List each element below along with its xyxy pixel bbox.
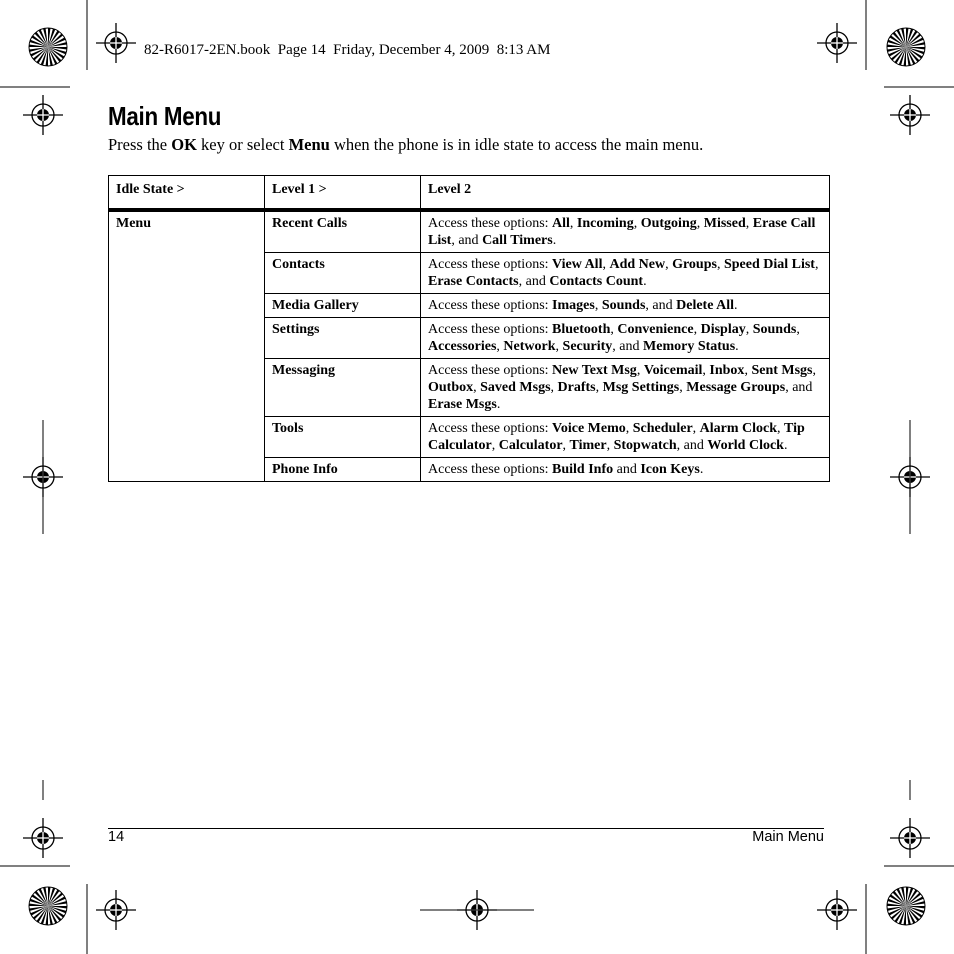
option-name: Sounds [752, 322, 797, 337]
level-2-cell [421, 359, 830, 417]
option-name: Timer [569, 438, 607, 453]
option-separator: , [625, 421, 633, 436]
option-name: Outgoing [640, 216, 697, 231]
option-separator: , [562, 438, 570, 453]
table-row [109, 210, 830, 253]
option-name: Erase Contacts [428, 274, 519, 289]
option-name: Sounds [601, 298, 646, 313]
options-prefix: Access these options: [428, 257, 553, 272]
option-name: Convenience [617, 322, 694, 337]
option-name: Memory Status [643, 339, 736, 354]
level-2-cell [421, 417, 830, 458]
option-name: Speed Dial List [723, 257, 815, 272]
option-name: All [552, 216, 570, 231]
star-target-mark [887, 887, 925, 925]
option-name: Groups [672, 257, 717, 272]
option-name: Missed [703, 216, 746, 231]
option-name: Sent Msgs [751, 363, 813, 378]
option-name: Call Timers [482, 233, 553, 248]
option-name: Add New [609, 257, 666, 272]
option-name: Incoming [576, 216, 634, 231]
option-separator: . [783, 438, 788, 453]
options-prefix: Access these options: [428, 322, 553, 337]
option-name: New Text Msg [552, 363, 637, 378]
option-name: Delete All [676, 298, 735, 313]
option-separator: , [610, 322, 618, 337]
option-separator: . [643, 274, 647, 289]
option-name: Voicemail [643, 363, 703, 378]
registration-mark [817, 23, 857, 63]
options-prefix: Access these options: [428, 363, 553, 378]
option-separator: , [692, 421, 700, 436]
option-name: Erase Msgs [428, 397, 497, 412]
option-separator: , [595, 380, 603, 395]
header-idle-state: Idle State > [109, 176, 265, 211]
option-separator: , [696, 216, 704, 231]
option-name: Bluetooth [552, 322, 611, 337]
option-separator: . [699, 462, 704, 477]
option-name: Build Info [552, 462, 614, 477]
intro-paragraph [108, 135, 703, 155]
level-2-cell [421, 318, 830, 359]
option-separator: . [734, 298, 738, 313]
main-menu-table [108, 175, 830, 482]
options-prefix: Access these options: [428, 216, 553, 231]
option-separator: , and [451, 233, 483, 248]
option-separator: , [679, 380, 687, 395]
option-separator: , [702, 363, 710, 378]
option-name: Scheduler [632, 421, 693, 436]
level-1-cell: Phone Info [265, 458, 421, 482]
level-1-cell: Messaging [265, 359, 421, 417]
header-level-1: Level 1 > [265, 176, 421, 211]
registration-mark [23, 818, 63, 858]
registration-mark [96, 890, 136, 930]
option-name: Tip Calculator [428, 421, 805, 453]
footer-rule [108, 828, 824, 829]
option-separator: , [633, 216, 641, 231]
level-2-cell [421, 458, 830, 482]
option-name: Stopwatch [613, 438, 677, 453]
option-separator: , [496, 339, 504, 354]
header-level-2: Level 2 [421, 176, 830, 211]
option-separator: , [550, 380, 558, 395]
option-separator: , [555, 339, 563, 354]
registration-mark [23, 95, 63, 135]
option-name: Security [562, 339, 613, 354]
table-header-row [109, 176, 830, 211]
option-separator: , [814, 257, 819, 272]
level-2-cell [421, 294, 830, 318]
options-prefix: Access these options: [428, 462, 553, 477]
option-separator: , [796, 322, 800, 337]
option-name: Alarm Clock [699, 421, 778, 436]
option-name: Contacts Count [549, 274, 644, 289]
star-target-mark [29, 887, 67, 925]
option-separator: , [594, 298, 602, 313]
option-separator: , [693, 322, 701, 337]
level-2-cell [421, 253, 830, 294]
page-number: 14 [108, 829, 125, 845]
option-name: View All [552, 257, 603, 272]
option-name: Drafts [557, 380, 596, 395]
registration-mark [96, 23, 136, 63]
option-name: Erase Call List [428, 216, 816, 248]
option-separator: , [744, 363, 752, 378]
option-name: Icon Keys [640, 462, 700, 477]
intro-text: when the phone is in idle state to access the main menu. [329, 135, 704, 154]
option-separator: . [552, 233, 557, 248]
option-separator: , [636, 363, 644, 378]
option-separator: , [606, 438, 614, 453]
option-separator: , and [645, 298, 677, 313]
option-separator: , [716, 257, 724, 272]
level-2-cell [421, 210, 830, 253]
option-name: Voice Memo [552, 421, 626, 436]
options-prefix: Access these options: [428, 421, 553, 436]
option-separator: . [496, 397, 501, 412]
level-1-cell: Tools [265, 417, 421, 458]
option-separator: , [602, 257, 610, 272]
print-slug: 82-R6017-2EN.book Page 14 Friday, December 4, 2009 8:13 AM [144, 42, 551, 58]
option-name: Message Groups [686, 380, 786, 395]
menu-key-label: Menu [288, 135, 330, 154]
option-separator: . [735, 339, 739, 354]
option-name: Outbox [428, 380, 474, 395]
level-1-cell: Recent Calls [265, 210, 421, 253]
option-name: Msg Settings [602, 380, 680, 395]
registration-mark [890, 818, 930, 858]
option-separator: , [745, 216, 753, 231]
option-separator: , and [785, 380, 813, 395]
option-name: Calculator [498, 438, 563, 453]
level-1-cell: Settings [265, 318, 421, 359]
option-name: Saved Msgs [480, 380, 551, 395]
option-separator: , [569, 216, 577, 231]
registration-mark [890, 95, 930, 135]
intro-text: Press the [108, 135, 172, 154]
option-separator: , [491, 438, 499, 453]
registration-mark [817, 890, 857, 930]
ok-key-label: OK [171, 135, 197, 154]
option-separator: , [777, 421, 785, 436]
option-separator: , [665, 257, 673, 272]
option-separator: , and [518, 274, 550, 289]
level-1-cell: Contacts [265, 253, 421, 294]
option-separator: , and [612, 339, 644, 354]
running-head: Main Menu [752, 829, 824, 845]
option-separator: and [613, 462, 641, 477]
option-separator: , [473, 380, 481, 395]
idle-state-cell: Menu [109, 210, 265, 482]
option-name: World Clock [707, 438, 784, 453]
option-name: Display [700, 322, 746, 337]
option-separator: , [812, 363, 816, 378]
intro-text: key or select [196, 135, 289, 154]
level-1-cell: Media Gallery [265, 294, 421, 318]
option-name: Network [503, 339, 556, 354]
option-separator: , [745, 322, 753, 337]
page-title: Main Menu [108, 101, 222, 131]
option-separator: , and [676, 438, 708, 453]
options-prefix: Access these options: [428, 298, 553, 313]
star-target-mark [887, 28, 925, 66]
option-name: Accessories [428, 339, 497, 354]
star-target-mark [29, 28, 67, 66]
option-name: Inbox [709, 363, 745, 378]
option-name: Images [552, 298, 595, 313]
